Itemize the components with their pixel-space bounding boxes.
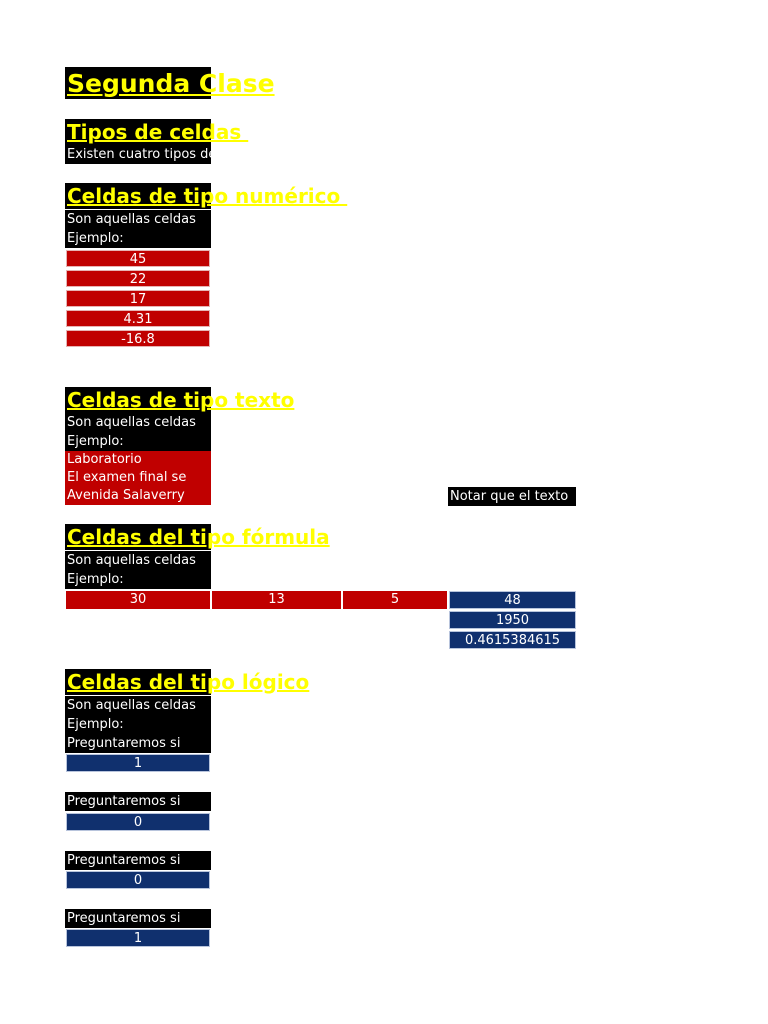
formula-example-label: Ejemplo:: [65, 570, 211, 589]
page-title: Segunda Clase: [67, 69, 275, 98]
logico-example-label: Ejemplo:: [65, 715, 211, 734]
tipos-desc: Existen cuatro tipos de celdas: [67, 147, 263, 162]
numeric-cell: 4.31: [66, 310, 210, 327]
logico-question-label: Preguntaremos si: [65, 792, 211, 811]
formula-result-cell: 0.4615384615: [449, 631, 576, 649]
numerico-desc: Son aquellas celdas: [65, 210, 211, 229]
logico-result-cell: 0: [66, 813, 210, 831]
logico-heading: Celdas del tipo lógico: [67, 670, 310, 694]
numeric-cell: 17: [66, 290, 210, 307]
logico-result-cell: 1: [66, 754, 210, 772]
formula-result-cell: 48: [449, 591, 576, 609]
logico-desc: Son aquellas celdas: [65, 696, 211, 715]
formula-heading: Celdas del tipo fórmula: [67, 525, 330, 549]
tipos-heading: Tipos de celdas: [67, 120, 249, 144]
text-cell: El examen final se: [65, 469, 211, 487]
texto-example-label: Ejemplo:: [65, 432, 211, 451]
logico-result-cell: 0: [66, 871, 210, 889]
formula-result-cell: 1950: [449, 611, 576, 629]
texto-desc: Son aquellas celdas: [65, 413, 211, 432]
numeric-cell: -16.8: [66, 330, 210, 347]
formula-input-cell: 13: [212, 591, 341, 609]
formula-desc: Son aquellas celdas: [65, 551, 211, 570]
logico-question-label: Preguntaremos si: [65, 851, 211, 870]
numerico-heading: Celdas de tipo numérico: [67, 184, 348, 208]
text-cell: Avenida Salaverry: [65, 487, 211, 505]
logico-question-label: Preguntaremos si: [65, 734, 211, 753]
formula-input-cell: 5: [343, 591, 447, 609]
numeric-cell: 45: [66, 250, 210, 267]
text-cell: Laboratorio: [65, 451, 211, 469]
logico-question-label: Preguntaremos si: [65, 909, 211, 928]
formula-input-cell: 30: [66, 591, 210, 609]
numerico-example-label: Ejemplo:: [65, 229, 211, 248]
numeric-cell: 22: [66, 270, 210, 287]
logico-result-cell: 1: [66, 929, 210, 947]
texto-heading: Celdas de tipo texto: [67, 388, 295, 412]
texto-note: Notar que el texto: [448, 487, 576, 506]
